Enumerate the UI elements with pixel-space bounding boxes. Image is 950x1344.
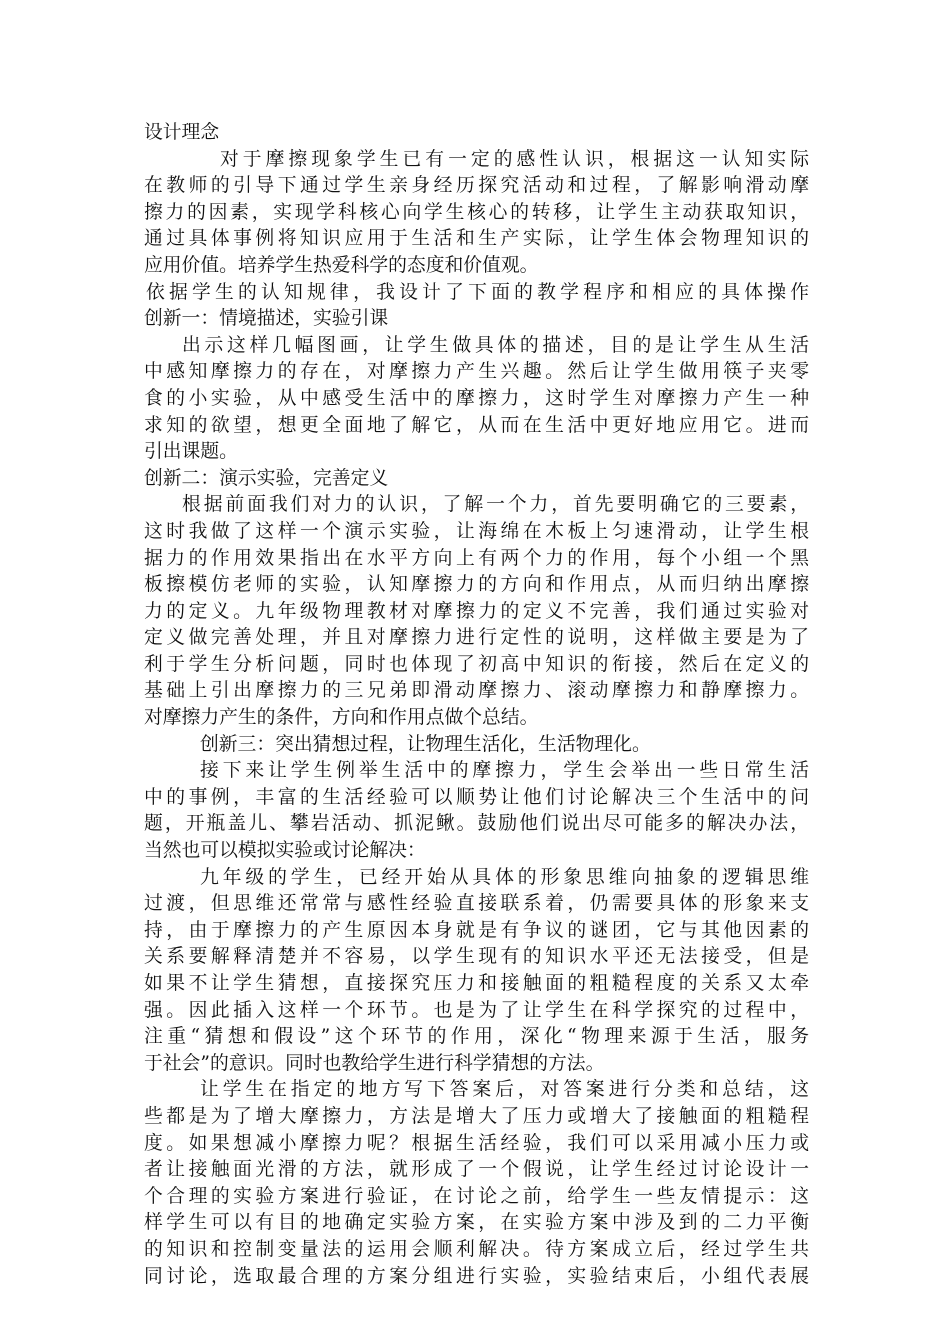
text-line: 同讨论，选取最合理的方案分组进行实验，实验结束后，小组代表展 [144, 1265, 809, 1287]
text-line: 板擦模仿老师的实验，认知摩擦力的方向和作用点，从而归纳出摩擦 [144, 574, 809, 596]
text-line: 通过具体事例将知识应用于生活和生产实际，让学生体会物理知识的 [144, 228, 809, 250]
text-line: 样学生可以有目的地确定实验方案，在实验方案中涉及到的二力平衡 [144, 1212, 809, 1234]
text-line: 于社会”的意识。同时也教给学生进行科学猜想的方法。 [144, 1052, 605, 1074]
text-line: 利于学生分析问题，同时也体现了初高中知识的衔接，然后在定义的 [144, 653, 809, 675]
text-line: 强。因此插入这样一个环节。也是为了让学生在科学探究的过程中， [144, 999, 809, 1021]
text-line: 对于摩擦现象学生已有一定的感性认识，根据这一认知实际 [220, 148, 809, 170]
text-line: 的知识和控制变量法的运用会顺利解决。待方案成立后，经过学生共 [144, 1238, 809, 1260]
text-line: 当然也可以模拟实验或讨论解决： [144, 840, 426, 862]
text-line: 创新二：演示实验，完善定义 [144, 467, 389, 489]
text-line: 擦力的因素，实现学科核心向学生核心的转移，让学生主动获取知识， [144, 201, 809, 223]
text-line: 求知的欲望，想更全面地了解它，从而在生活中更好地应用它。进而 [144, 414, 809, 436]
text-line: 据力的作用效果指出在水平方向上有两个力的作用，每个小组一个黑 [144, 547, 809, 569]
text-line: 九年级的学生，已经开始从具体的形象思维向抽象的逻辑思维 [200, 866, 809, 888]
text-line: 根据前面我们对力的认识，了解一个力，首先要明确它的三要素， [182, 494, 809, 516]
text-line: 这时我做了这样一个演示实验，让海绵在木板上匀速滑动，让学生根 [144, 520, 809, 542]
text-line: 引出课题。 [144, 441, 238, 463]
text-line: 基础上引出摩擦力的三兄弟即滑动摩擦力、滚动摩擦力和静摩擦力。 [144, 680, 809, 702]
text-line: 定义做完善处理，并且对摩擦力进行定性的说明，这样做主要是为了 [144, 627, 809, 649]
text-line: 中的事例，丰富的生活经验可以顺势让他们讨论解决三个生活中的问 [144, 786, 809, 808]
text-line: 在教师的引导下通过学生亲身经历探究活动和过程，了解影响滑动摩 [144, 175, 809, 197]
text-line: 些都是为了增大摩擦力，方法是增大了压力或增大了接触面的粗糙程 [144, 1105, 809, 1127]
text-line: 依据学生的认知规律，我设计了下面的教学程序和相应的具体操作 [146, 281, 809, 303]
text-line: 对摩擦力产生的条件，方向和作用点做个总结。 [144, 707, 539, 729]
text-line: 应用价值。培养学生热爱科学的态度和价值观。 [144, 254, 539, 276]
text-line: 题，开瓶盖儿、攀岩活动、抓泥鳅。鼓励他们说出尽可能多的解决办法， [144, 813, 809, 835]
text-line: 创新三：突出猜想过程，让物理生活化，生活物理化。 [200, 733, 651, 755]
section-heading: 设计理念 [144, 122, 220, 143]
text-line: 让学生在指定的地方写下答案后，对答案进行分类和总结，这 [200, 1079, 809, 1101]
text-line: 如果不让学生猜想，直接探究压力和接触面的粗糙程度的关系又太牵 [144, 973, 809, 994]
text-line: 过渡，但思维还常常与感性经验直接联系着，仍需要具体的形象来支 [144, 893, 809, 915]
text-line: 注重“猜想和假设”这个环节的作用，深化“物理来源于生活，服务 [144, 1026, 809, 1048]
text-line: 创新一：情境描述，实验引课 [144, 308, 389, 330]
text-line: 度。如果想减小摩擦力呢？根据生活经验，我们可以采用减小压力或 [144, 1132, 809, 1154]
text-line: 力的定义。九年级物理教材对摩擦力的定义不完善，我们通过实验对 [144, 600, 809, 622]
text-line: 中感知摩擦力的存在，对摩擦力产生兴趣。然后让学生做用筷子夹零 [144, 361, 809, 383]
text-line: 持，由于摩擦力的产生原因本身就是有争议的谜团，它与其他因素的 [144, 919, 809, 941]
text-line: 接下来让学生例举生活中的摩擦力，学生会举出一些日常生活 [200, 760, 809, 782]
text-line: 个合理的实验方案进行验证，在讨论之前，给学生一些友情提示：这 [144, 1185, 809, 1207]
document-body [144, 147, 809, 1291]
text-line: 关系要解释清楚并不容易，以学生现有的知识水平还无法接受，但是 [144, 946, 809, 968]
text-line: 食的小实验，从中感受生活中的摩擦力，这时学生对摩擦力产生一种 [144, 387, 809, 409]
text-line: 出示这样几幅图画，让学生做具体的描述，目的是让学生从生活 [182, 334, 809, 356]
text-line: 者让接触面光滑的方法，就形成了一个假说，让学生经过讨论设计一 [144, 1159, 809, 1181]
document-page [144, 120, 809, 1290]
